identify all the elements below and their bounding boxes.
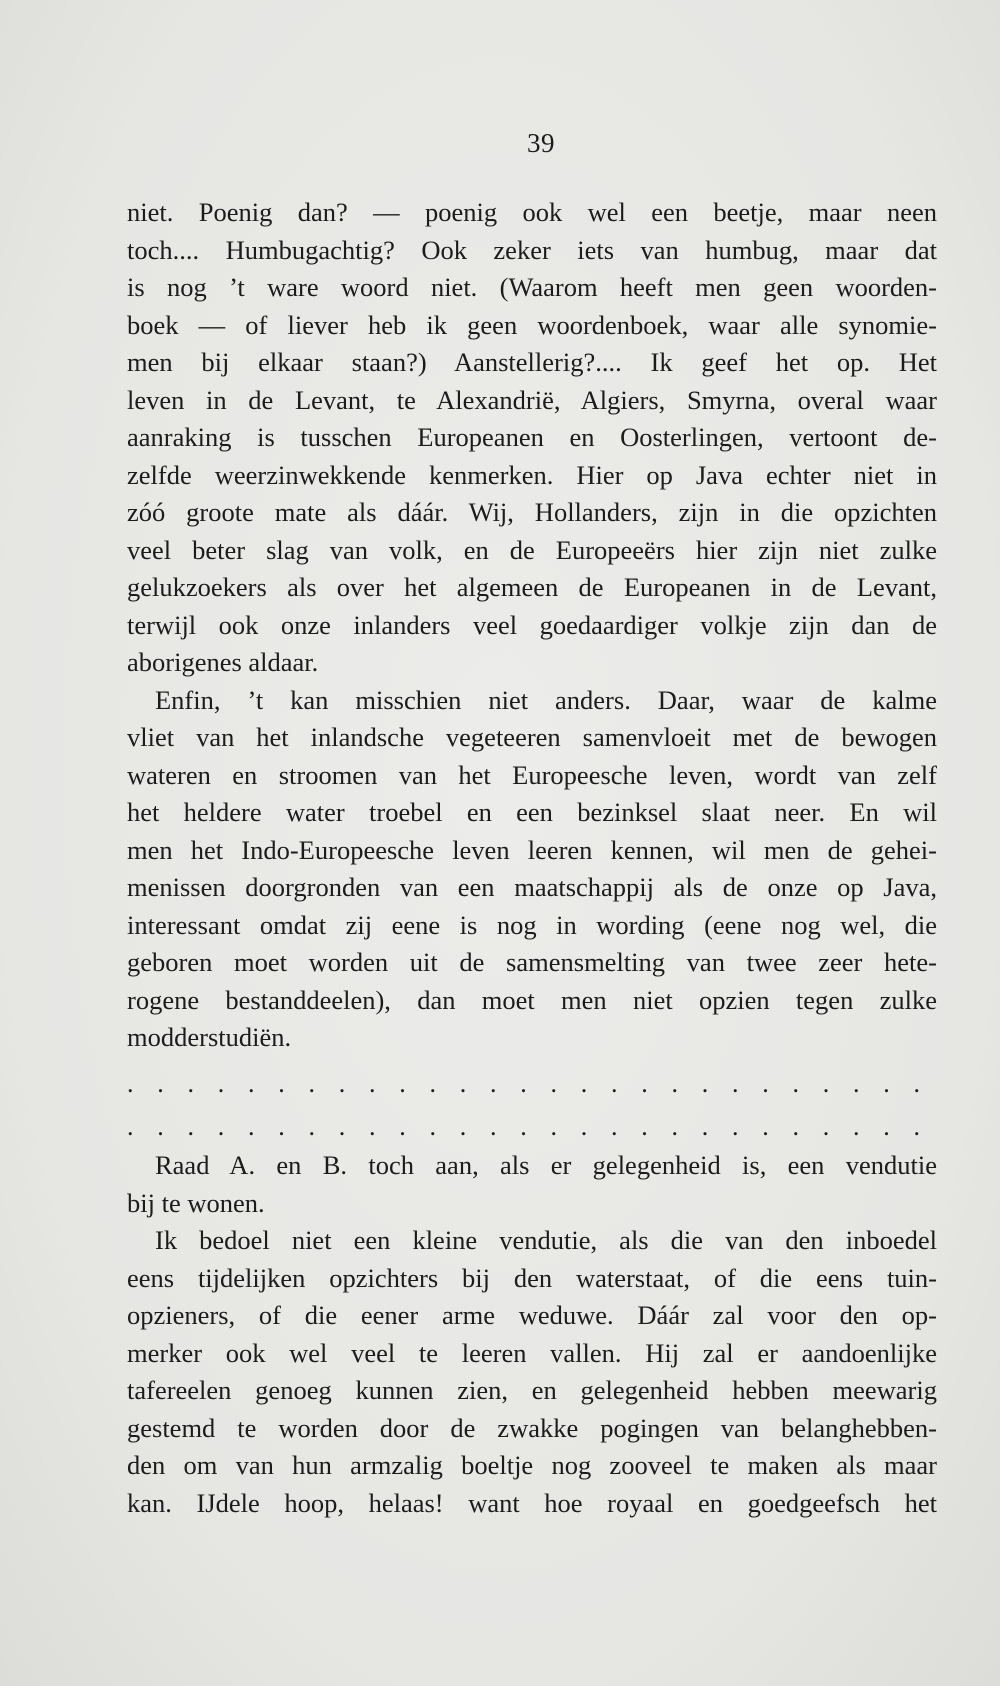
text-line: menissen doorgronden van een maatschappij als de onze op Java, xyxy=(127,872,937,902)
paragraph-4 xyxy=(127,1222,937,1522)
text-line: Enfin, ’t kan misschien niet anders. Daar, waar de kalme xyxy=(155,684,937,715)
text-line: den om van hun armzalig boeltje nog zooveel te maken als maar xyxy=(127,1450,937,1480)
dotted-separator: . . . . . . . . . . . . . . . . . . . . . . . . . . . xyxy=(127,1069,920,1098)
paragraph-2 xyxy=(127,682,937,1057)
text-line: vliet van het inlandsche vegeteeren samenvloeit met de bewogen xyxy=(127,722,937,752)
text-line: men het Indo-Europeesche leven leeren kennen, wil men de gehei- xyxy=(127,834,937,865)
text-line: terwijl ook onze inlanders veel goedaardiger volkje zijn dan de xyxy=(127,609,937,640)
text-block-top xyxy=(127,194,937,1057)
text-line: gelukzoekers als over het algemeen de Europeanen in de Levant, xyxy=(127,572,937,602)
dotted-separator: . . . . . . . . . . . . . . . . . . . . . . . . . . . xyxy=(127,1112,920,1141)
text-line: geboren moet worden uit de samensmelting van twee zeer hete- xyxy=(127,947,937,977)
text-line: toch.... Humbugachtig? Ook zeker iets van humbug, maar dat xyxy=(127,234,937,265)
text-line: bij te wonen. xyxy=(127,1187,265,1218)
text-block-bottom xyxy=(127,1147,937,1522)
text-line: interessant omdat zij eene is nog in wording (eene nog wel, die xyxy=(127,909,937,940)
text-line: aanraking is tusschen Europeanen en Oosterlingen, vertoont de- xyxy=(127,422,937,452)
page-number: 39 xyxy=(527,128,555,158)
text-line: modderstudiën. xyxy=(127,1022,292,1052)
text-line: zóó groote mate als dáár. Wij, Hollanders, zijn in die opzichten xyxy=(127,497,937,527)
text-line: rogene bestanddeelen), dan moet men niet opzien tegen zulke xyxy=(127,984,937,1015)
text-line: leven in de Levant, te Alexandrië, Algiers, Smyrna, overal waar xyxy=(127,384,937,415)
text-line: wateren en stroomen van het Europeesche leven, wordt van zelf xyxy=(127,759,937,790)
text-line: gestemd te worden door de zwakke pogingen van belanghebben- xyxy=(127,1412,937,1443)
paragraph-1 xyxy=(127,194,937,682)
paragraph-3 xyxy=(127,1147,937,1222)
text-line: is nog ’t ware woord niet. (Waarom heeft men geen woorden- xyxy=(127,272,937,302)
text-line: eens tijdelijken opzichters bij den waterstaat, of die eens tuin- xyxy=(127,1262,937,1293)
text-line: opzieners, of die eener arme weduwe. Dáár zal voor den op- xyxy=(127,1300,937,1330)
text-line: het heldere water troebel en een bezinksel slaat neer. En wil xyxy=(127,797,937,827)
text-line: merker ook wel veel te leeren vallen. Hij zal er aandoenlijke xyxy=(127,1337,937,1368)
text-line: tafereelen genoeg kunnen zien, en gelegenheid hebben meewarig xyxy=(127,1375,937,1405)
text-line: Raad A. en B. toch aan, als er gelegenheid is, een vendutie xyxy=(155,1150,937,1180)
text-line: men bij elkaar staan?) Aanstellerig?.... Ik geef het op. Het xyxy=(127,347,937,377)
text-line: aborigenes aldaar. xyxy=(127,647,319,677)
text-line: kan. IJdele hoop, helaas! want hoe royaal en goedgeefsch het xyxy=(127,1487,937,1518)
text-line: boek — of liever heb ik geen woordenboek, waar alle synomie- xyxy=(127,309,937,340)
text-line: niet. Poenig dan? — poenig ook wel een beetje, maar neen xyxy=(127,197,937,227)
text-line: veel beter slag van volk, en de Europeeërs hier zijn niet zulke xyxy=(127,534,937,565)
text-line: zelfde weerzinwekkende kenmerken. Hier op Java echter niet in xyxy=(127,459,937,490)
text-line: Ik bedoel niet een kleine vendutie, als die van den inboedel xyxy=(155,1225,937,1255)
